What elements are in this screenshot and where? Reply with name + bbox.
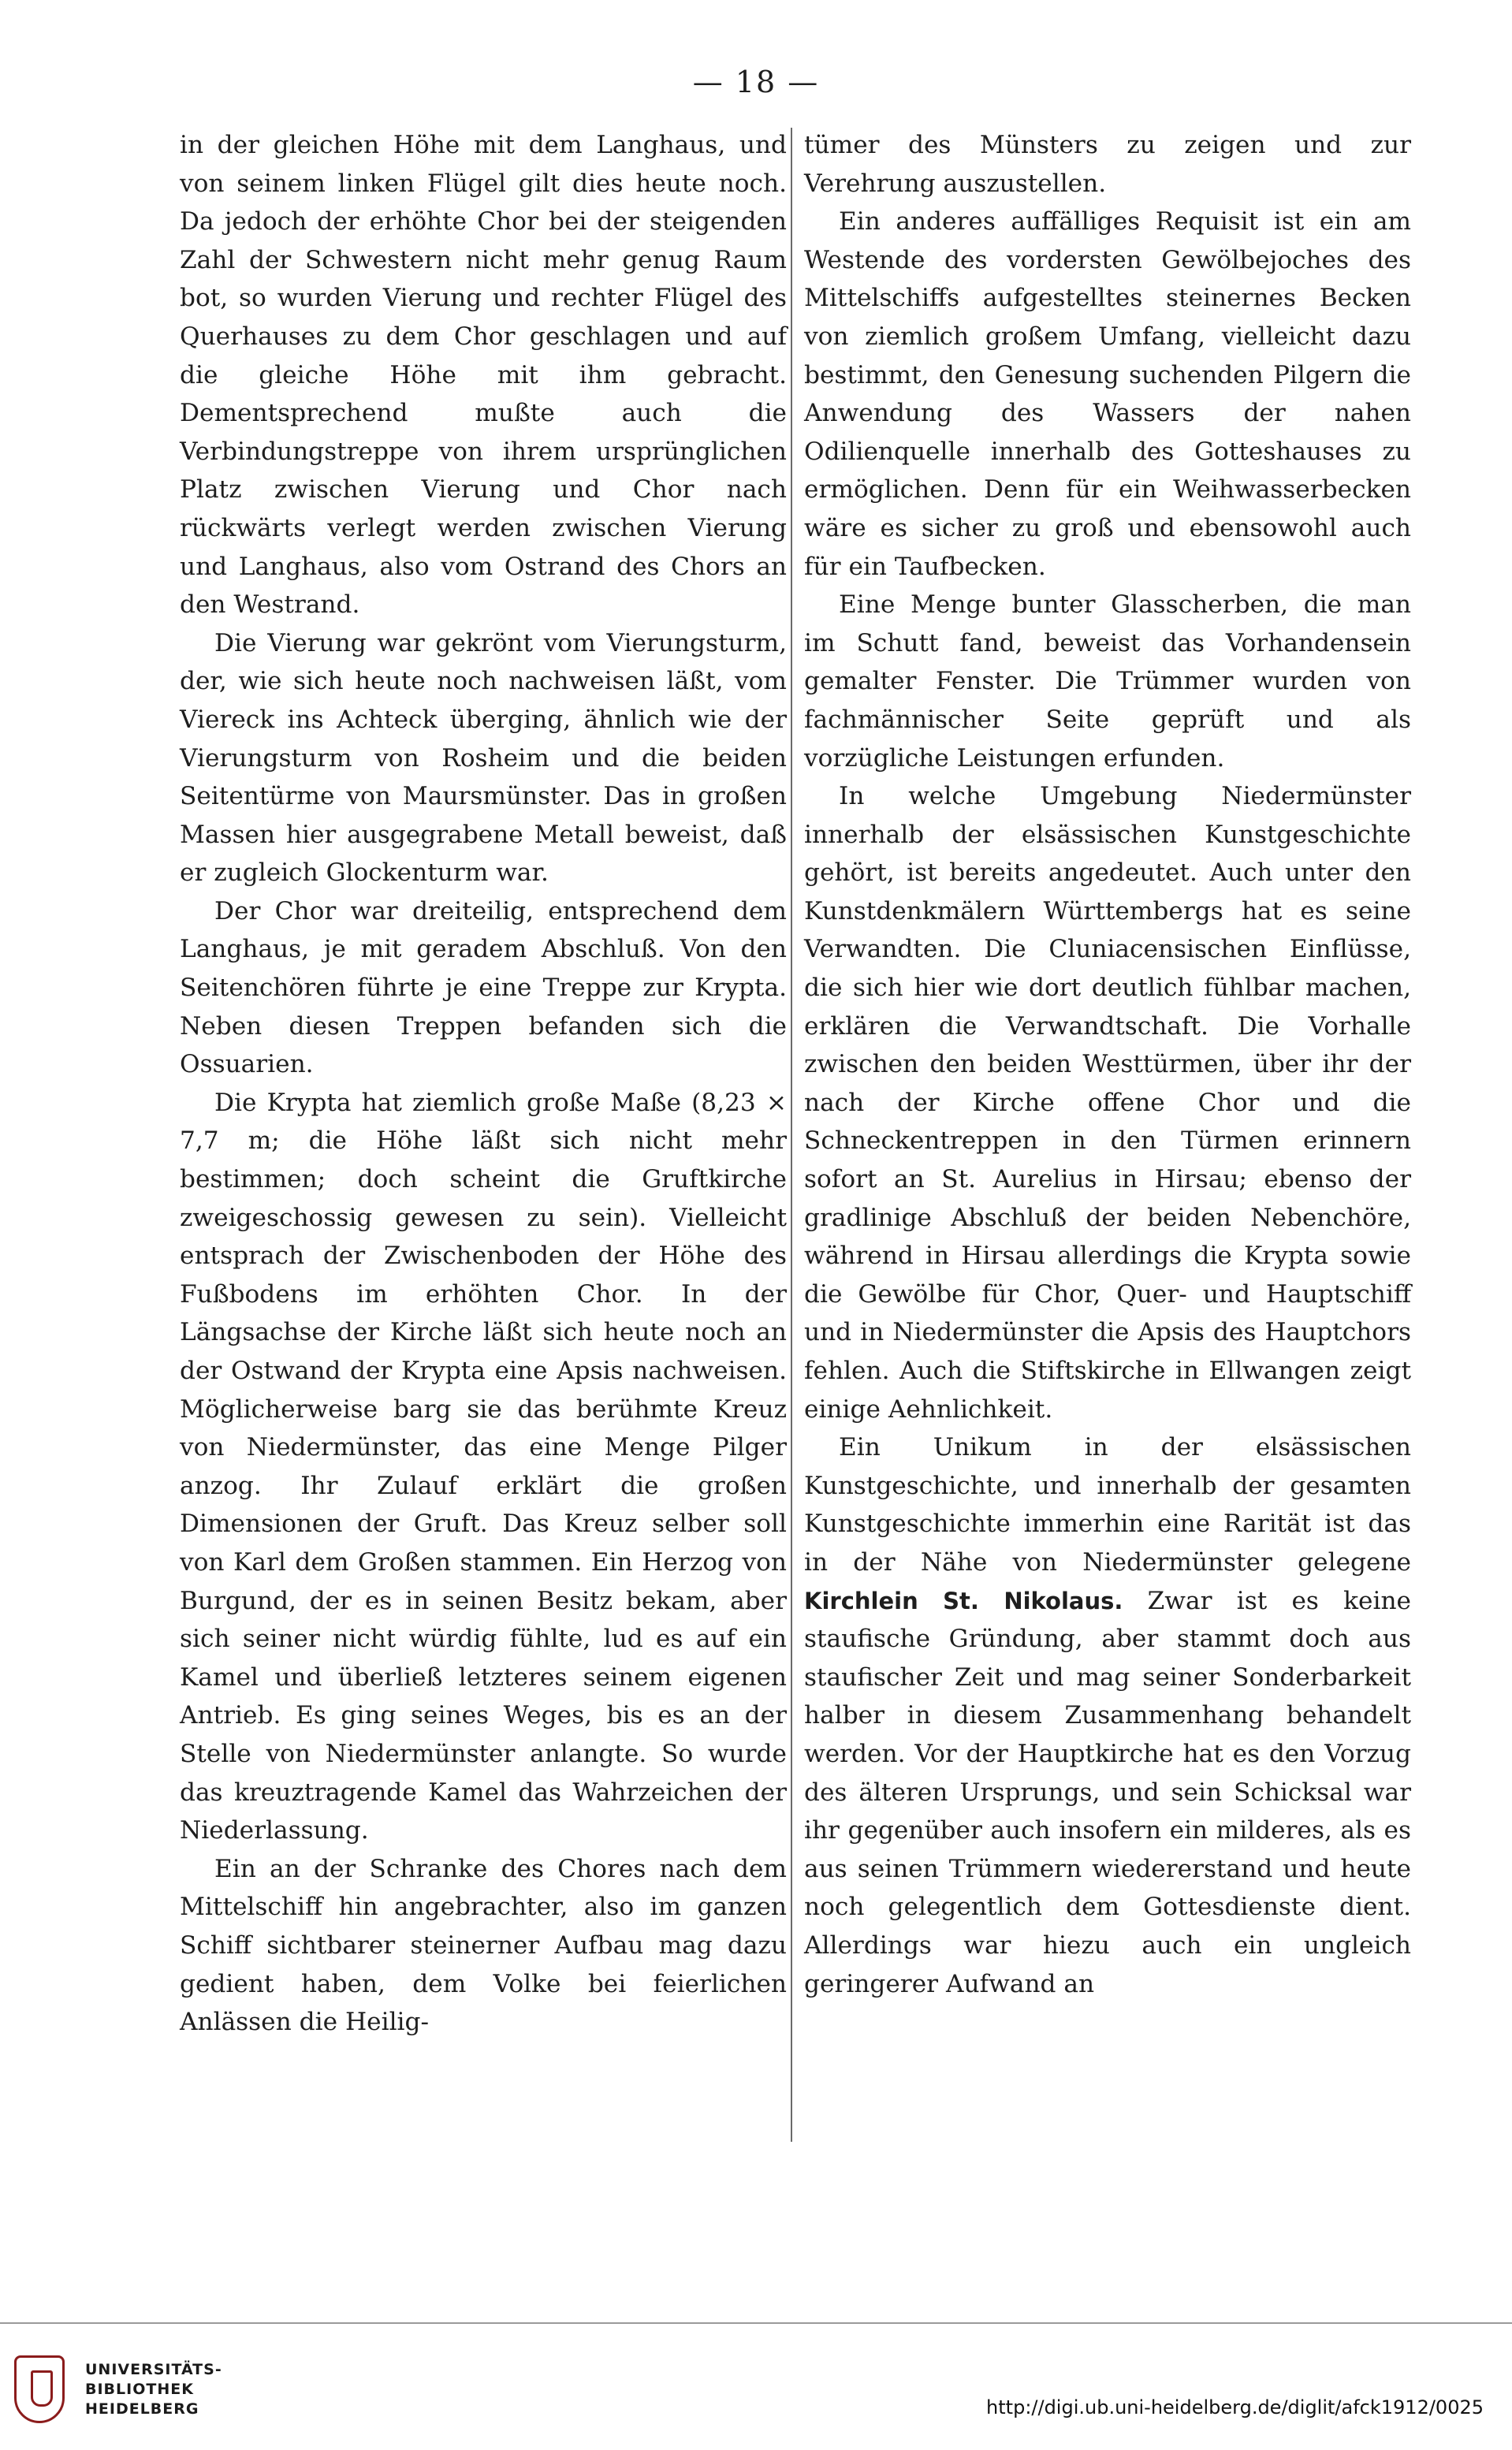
logo-line: HEIDELBERG <box>85 2400 199 2418</box>
paragraph-text: Zwar ist es keine staufische Gründung, aber stammt doch aus staufischer Zeit und mag seiner Sonderbarkeit halber in diesem Zusammenhang behandelt werden. Vor der Hauptkirche hat es den Vorzug des älteren Ursprungs, und sein Schicksal war ihr gegenüber auch insofern ein milderes, als es aus seinen Trümmern wiedererstand und heute noch gelegentlich dem Gottesdienste dient. Allerdings war hiezu auch ein ungleich geringerer Aufwand an <box>804 1586 1412 1998</box>
paragraph: in der gleichen Höhe mit dem Langhaus, und von seinem linken Flügel gilt dies heute noch. Da jedoch der erhöhte Chor bei der steigenden Zahl der Schwestern nicht mehr genug Raum bot, so wurden Vierung und rechter Flügel des Querhauses zu dem Chor geschlagen und auf die gleiche Höhe mit ihm gebracht. Dementsprechend mußte auch die Verbindungstreppe von ihrem ursprünglichen Platz zwischen Vierung und Chor nach rückwärts verlegt werden zwischen Vierung und Langhaus, also vom Ostrand des Chors an den Westrand. <box>180 131 787 620</box>
footer-divider <box>0 2322 1512 2324</box>
logo-line: BIBLIOTHEK <box>85 2380 194 2398</box>
paragraph: Ein anderes auffälliges Requisit ist ein am Westende des vordersten Gewölbejoches des Mittelschiffs aufgestelltes steinernes Becken von ziemlich großem Umfang, vielleicht dazu bestimmt, den Genesung suchenden Pilgern die Anwendung des Wassers der nahen Odilienquelle innerhalb des Gotteshauses zu ermöglichen. Denn für ein Weihwasserbecken wäre es sicher zu groß und ebensowohl auch für ein Taufbecken. <box>804 207 1411 581</box>
paragraph: Eine Menge bunter Glasscherben, die man im Schutt fand, beweist das Vorhandensein gemalter Fenster. Die Trümmer wurden von fachmännischer Seite geprüft und als vorzügliche Leistungen erfunden. <box>804 590 1411 773</box>
paragraph: In welche Umgebung Niedermünster innerhalb der elsässischen Kunstgeschichte gehört, ist bereits angedeutet. Auch unter den Kunstdenkmälern Württembergs hat es seine Verwandten. Die Cluniacensischen Einflüsse, die sich hier wie dort deutlich fühlbar machen, erklären die Verwandtschaft. Die Vorhalle zwischen den beiden Westtürmen, über ihr der nach der Kirche offene Chor und die Schneckentreppen in den Türmen erinnern sofort an St. Aurelius in Hirsau; ebenso der gradlinige Abschluß der beiden Nebenchöre, während in Hirsau allerdings die Krypta sowie die Gewölbe für Chor, Quer- und Hauptschiff und in Niedermünster die Apsis des Hauptchors fehlen. Auch die Stiftskirche in Ellwangen zeigt einige Aehnlichkeit. <box>804 782 1411 1424</box>
paragraph-text: Ein Unikum in der elsässischen Kunstgeschichte, und innerhalb der gesamten Kunstgeschichte immerhin eine Rarität ist das in der Nähe von Niedermünster gelegene <box>804 1433 1411 1577</box>
column-divider <box>791 128 792 2142</box>
logo-text <box>85 2360 222 2419</box>
right-column <box>804 126 1411 2003</box>
source-url-link[interactable]: http://digi.ub.uni-heidelberg.de/diglit/afck1912/0025 <box>986 2396 1484 2418</box>
paragraph: tümer des Münsters zu zeigen und zur Verehrung auszustellen. <box>804 131 1411 198</box>
left-column <box>180 126 787 2042</box>
page-number: — 18 — <box>692 65 820 99</box>
paragraph: Der Chor war dreiteilig, entsprechend dem Langhaus, je mit geradem Abschluß. Von den Seitenchören führte je eine Treppe zur Krypta. Neben diesen Treppen befanden sich die Ossuarien. <box>180 896 787 1079</box>
paragraph: Die Vierung war gekrönt vom Vierungsturm, der, wie sich heute noch nachweisen läßt, vom Viereck ins Achteck überging, ähnlich wie der Vierungsturm von Rosheim und die beiden Seitentürme von Maursmünster. Das in großen Massen hier ausgegrabene Metall beweist, daß er zugleich Glockenturm war. <box>180 628 787 888</box>
paragraph: Die Krypta hat ziemlich große Maße (8,23 × 7,7 m; die Höhe läßt sich nicht mehr bestimmen; doch scheint die Gruftkirche zweigeschossig gewesen zu sein). Vielleicht entsprach der Zwischenboden der Höhe des Fußbodens im erhöhten Chor. In der Längsachse der Kirche läßt sich heute noch an der Ostwand der Krypta eine Apsis nachweisen. Möglicherweise barg sie das berühmte Kreuz von Niedermünster, das eine Menge Pilger anzog. Ihr Zulauf erklärt die großen Dimensionen der Gruft. Das Kreuz selber soll von Karl dem Großen stammen. Ein Herzog von Burgund, der es in seinen Besitz bekam, aber sich seiner nicht würdig fühlte, lud es auf ein Kamel und überließ letzteres seinem eigenen Antrieb. Es ging seines Weges, bis es an der Stelle von Niedermünster anlangte. So wurde das kreuztragende Kamel das Wahrzeichen der Niederlassung. <box>180 1088 787 1845</box>
seal-icon <box>14 2355 65 2423</box>
logo-line: UNIVERSITÄTS- <box>85 2360 222 2378</box>
paragraph: Ein an der Schranke des Chores nach dem Mittelschiff hin angebrachter, also im ganzen Schiff sichtbarer steinerner Aufbau mag dazu gedient haben, dem Volke bei feierlichen Anlässen die Heilig- <box>180 1854 787 2037</box>
library-logo[interactable] <box>14 2355 222 2423</box>
bold-heading: Kirchlein St. Nikolaus. <box>804 1587 1123 1614</box>
paragraph <box>804 1428 1411 2003</box>
